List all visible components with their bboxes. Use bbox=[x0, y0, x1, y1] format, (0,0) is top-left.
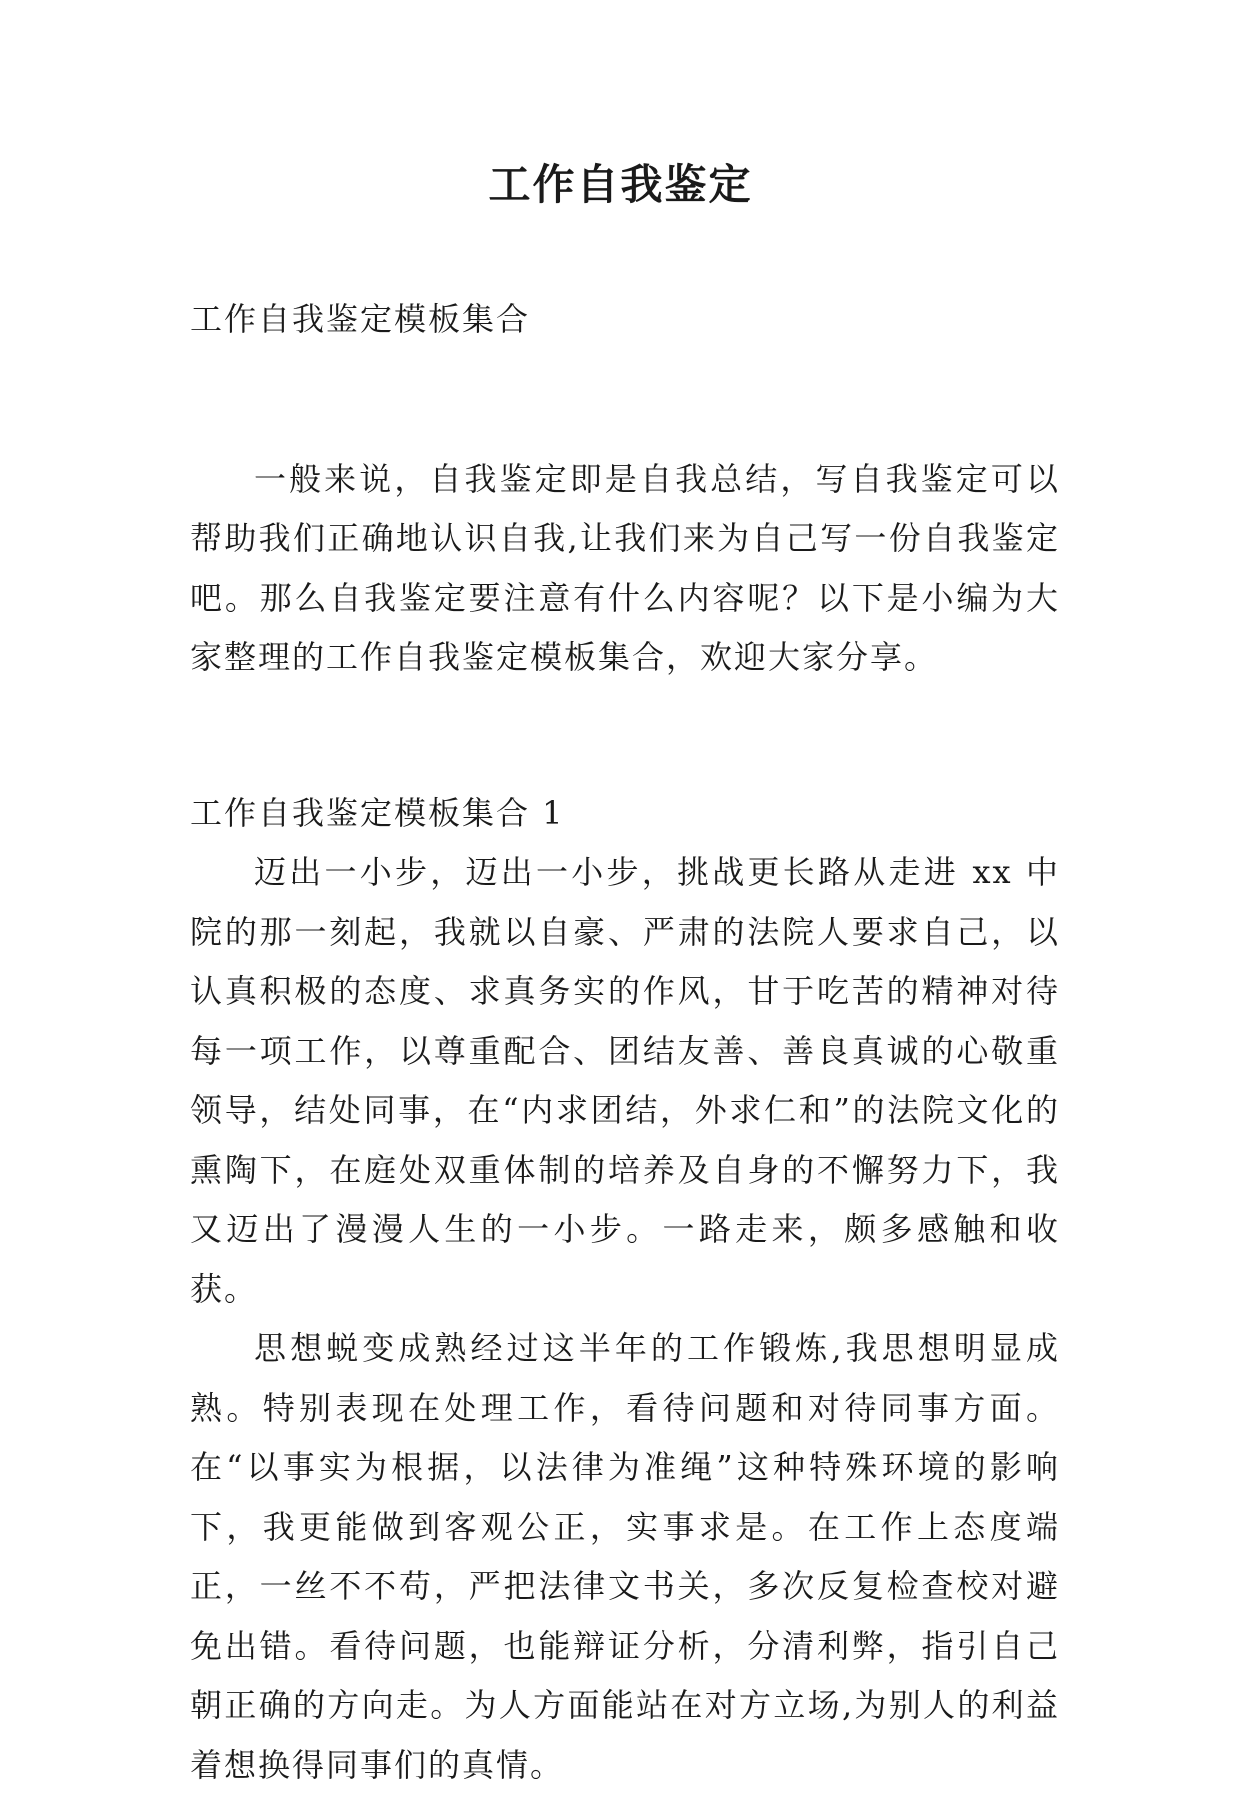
section-paragraph-2: 思想蜕变成熟经过这半年的工作锻炼,我思想明显成熟。特别表现在处理工作，看待问题和对待同事方面。在“以事实为根据，以法律为准绳”这种特殊环境的影响下，我更能做到客观公正，实事求是。在工作上态度端正，一丝不不苟，严把法律文书关，多次反复检查校对避免出错。看待问题，也能辩证分析，分清利弊，指引自己朝正确的方向走。为人方面能站在对方立场,为别人的利益着想换得同事们的真情。 bbox=[190, 1329, 1060, 1784]
intro-heading: 工作自我鉴定模板集合 bbox=[190, 300, 531, 338]
spacer bbox=[190, 688, 1060, 784]
section-heading: 工作自我鉴定模板集合 1 bbox=[190, 793, 565, 832]
intro-paragraph: 一般来说，自我鉴定即是自我总结，写自我鉴定可以帮助我们正确地认识自我,让我们来为自己写一份自我鉴定吧。那么自我鉴定要注意有什么内容呢？以下是小编为大家整理的工作自我鉴定模板集合，欢迎大家分享。 bbox=[190, 459, 1060, 676]
section-paragraph-1: 迈出一小步，迈出一小步，挑战更长路从走进 xx 中院的那一刻起，我就以自豪、严肃的法院人要求自己，以认真积极的态度、求真务实的作风，甘于吃苦的精神对待每一项工作，以尊重配合、团结友善、善良真诚的心敬重领导，结处同事，在“内求团结，外求仁和”的法院文化的熏陶下，在庭处双重体制的培养及自身的不懈努力下，我又迈出了漫漫人生的一小步。一路走来，颇多感触和收获。 bbox=[190, 853, 1060, 1308]
document-body bbox=[190, 290, 1060, 1795]
spacer bbox=[190, 350, 1060, 450]
document-title: 工作自我鉴定 bbox=[488, 160, 753, 209]
